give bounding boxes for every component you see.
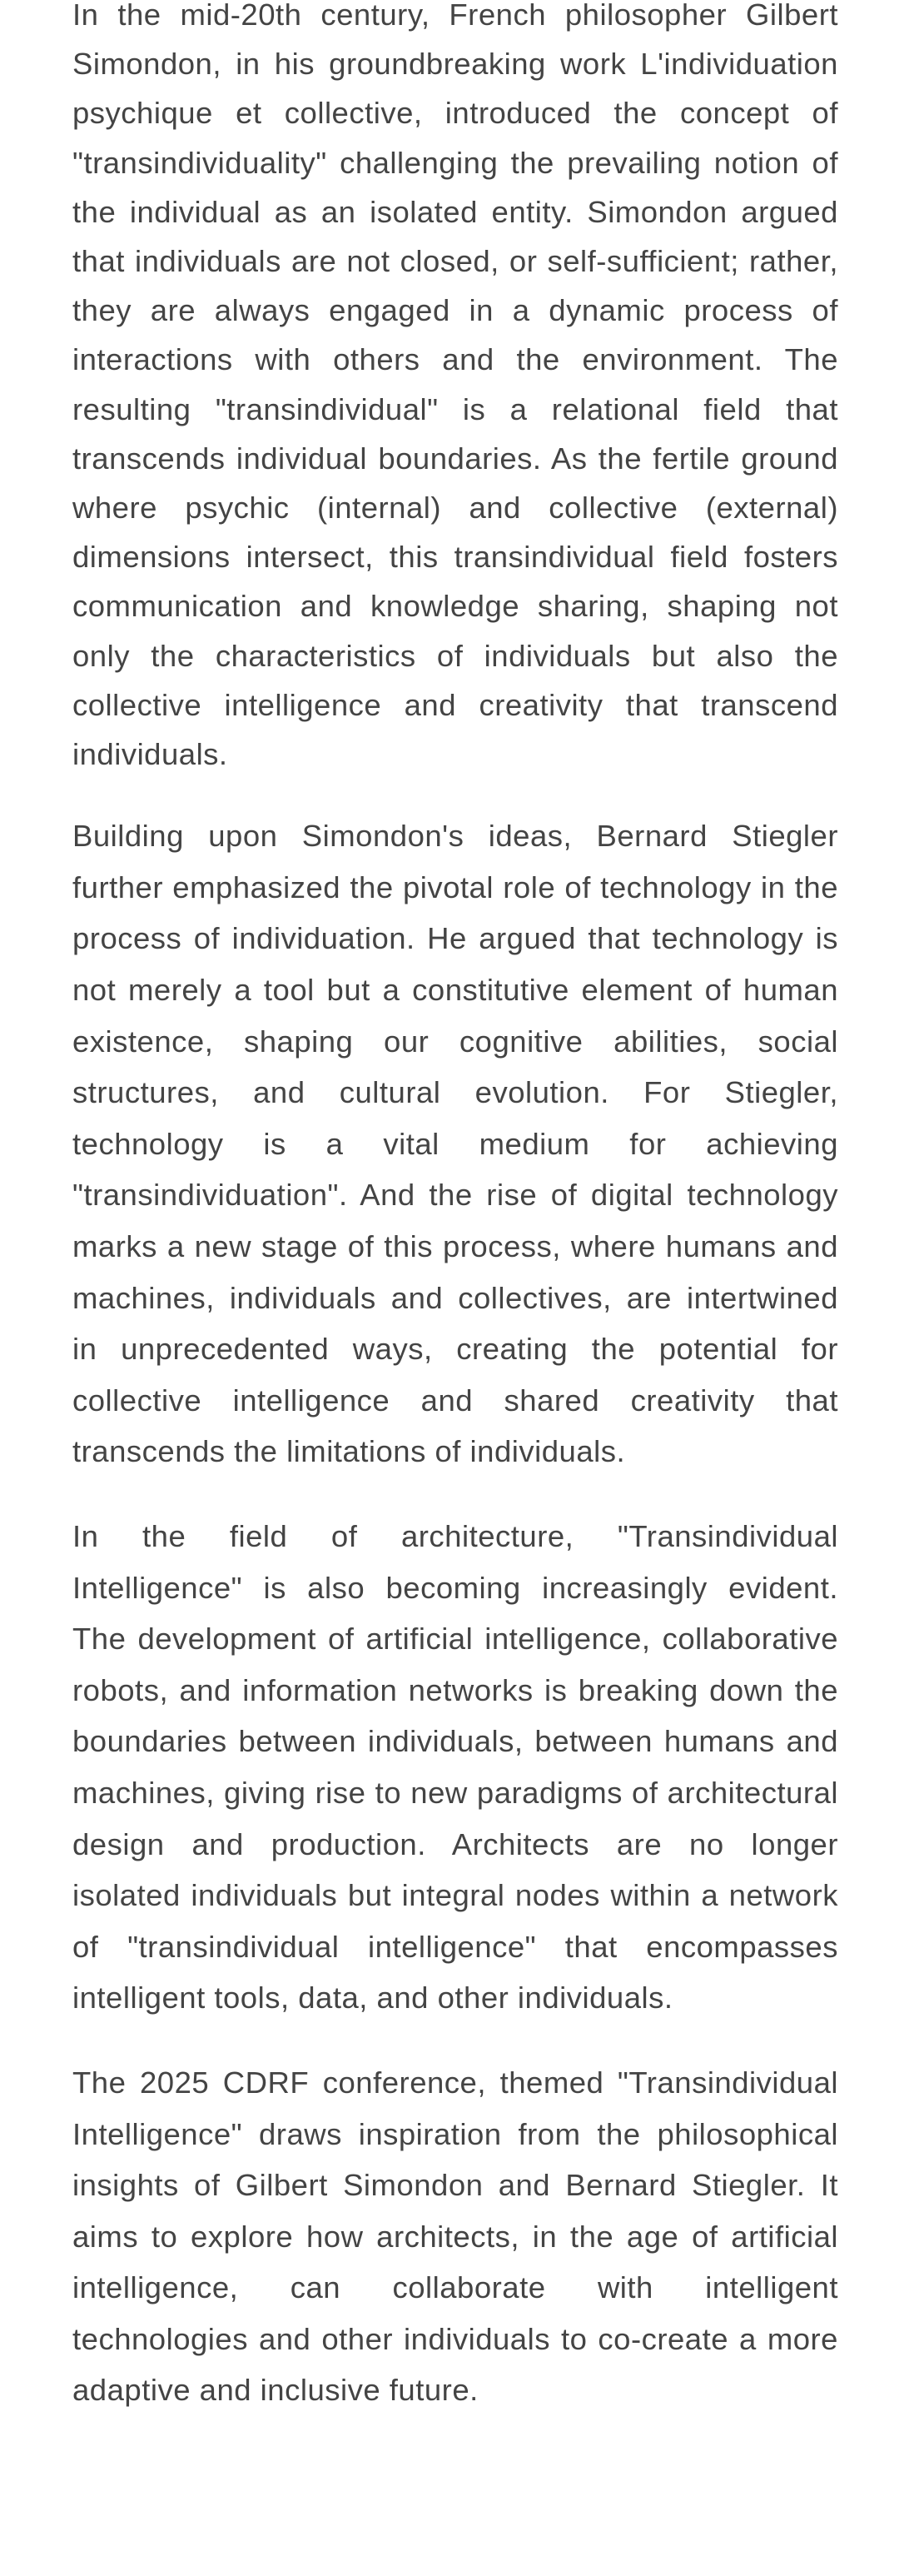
paragraph-architecture: In the field of architecture, "Transindividual Intelligence" is also becoming increasingly evident. The development of artificial intelligence, collaborative robots, and information networks is breaking down the boundaries between individuals, between humans and machines, giving rise to new paradigms of architectural design and production. Architects are no longer isolated individuals but integral nodes within a network of "transindividual intelligence" that encompasses intelligent tools, data, and other individuals. — [72, 1518, 838, 2015]
paragraph-stiegler: Building upon Simondon's ideas, Bernard Stiegler further emphasized the pivotal role of technology in the process of individuation. He argued that technology is not merely a tool but a constitutive element of human existence, shaping our cognitive abilities, social structures, and cultural evolution. For Stiegler, technology is a vital medium for achieving "transindividuation". And the rise of digital technology marks a new stage of this process, where humans and machines, individuals and collectives, are intertwined in unprecedented ways, creating the potential for collective intelligence and shared creativity that transcends the limitations of individuals. — [72, 819, 838, 1469]
paragraph-simondon: In the mid-20th century, French philosopher Gilbert Simondon, in his groundbreaking work L'individuation psychique et collective, introduced the concept of "transindividuality" challenging the prevailing notion of the individual as an isolated entity. Simondon argued that individuals are not closed, or self-sufficient; rather, they are always engaged in a dynamic process of interactions with others and the environment. The resulting "transindividual" is a relational field that transcends individual boundaries. As the fertile ground where psychic (internal) and collective (external) dimensions intersect, this transindividual field fosters communication and knowledge sharing, shaping not only the characteristics of individuals but also the collective intelligence and creativity that transcend individuals. — [72, 0, 838, 772]
article-body — [72, 0, 838, 2416]
paragraph-conference: The 2025 CDRF conference, themed "Transindividual Intelligence" draws inspiration from the philosophical insights of Gilbert Simondon and Bernard Stiegler. It aims to explore how architects, in the age of artificial intelligence, can collaborate with intelligent technologies and other individuals to co-create a more adaptive and inclusive future. — [72, 2065, 838, 2408]
